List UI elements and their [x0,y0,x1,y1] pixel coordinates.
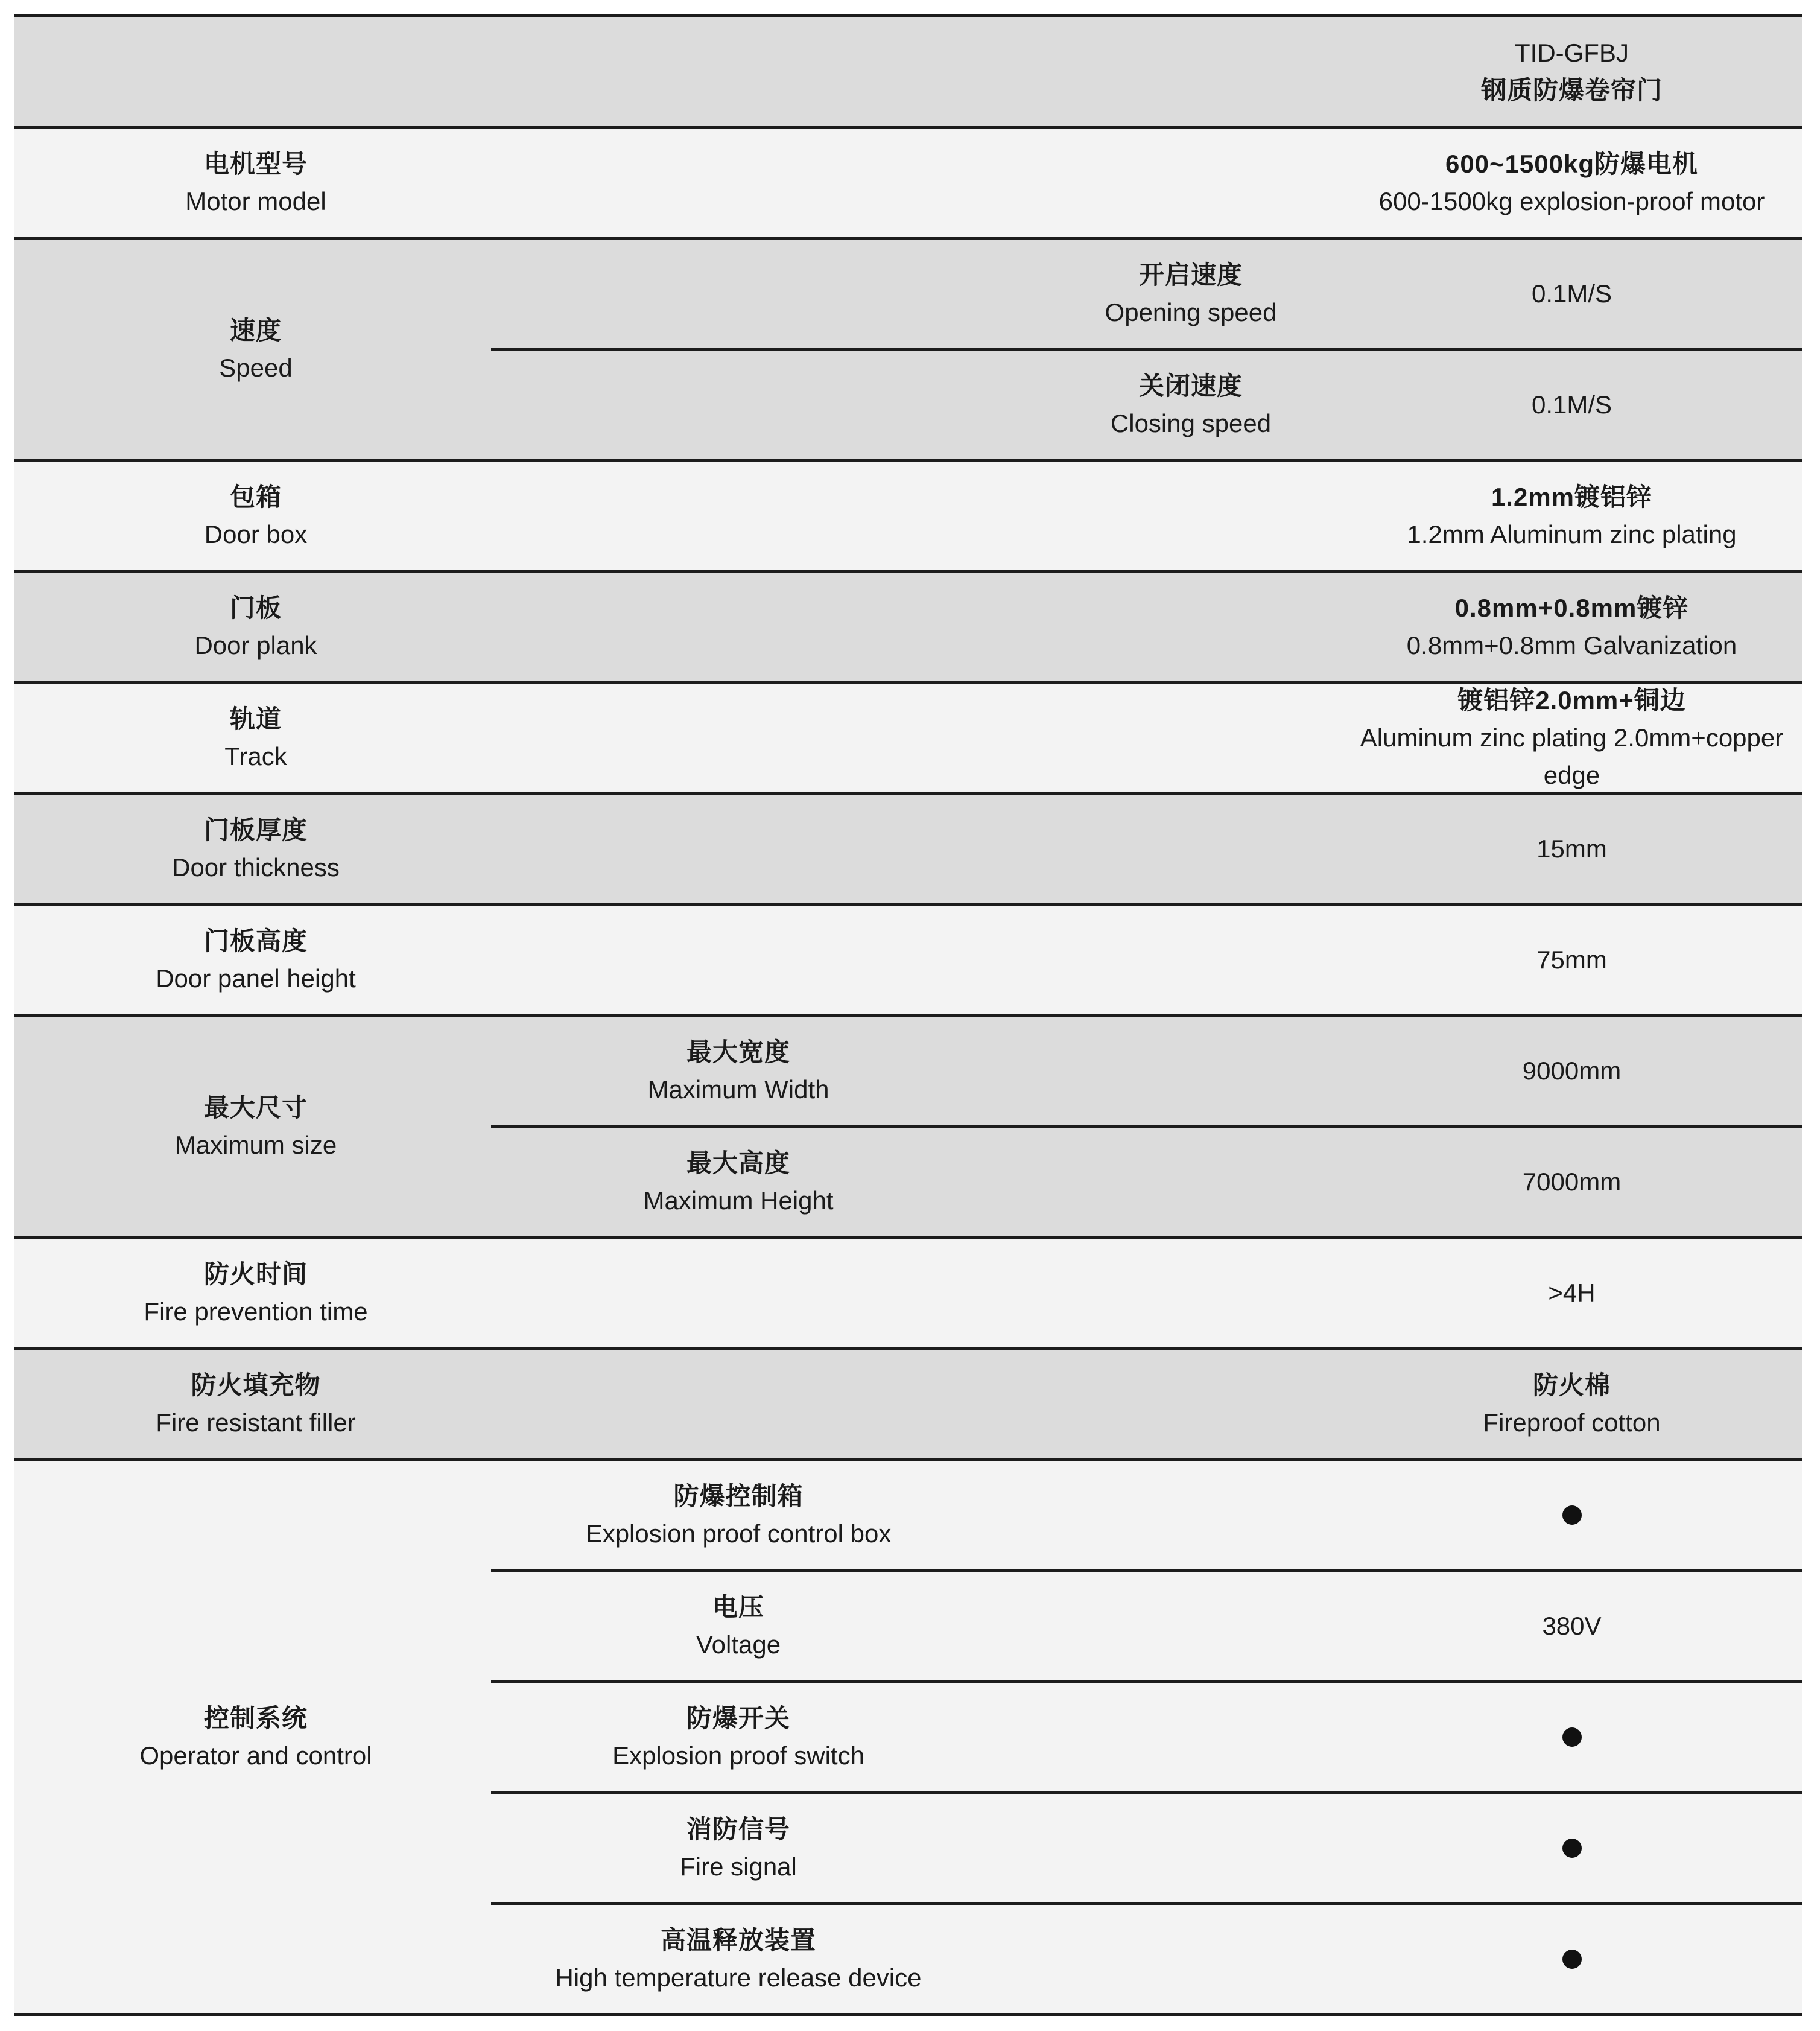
label-en: Fire signal [680,1852,797,1881]
value-maximum-width [1342,1017,1802,1125]
value-en-line-1: Aluminum zinc plating 2.0mm+copper [1360,723,1784,752]
label-en: Door thickness [172,853,340,882]
filled-circle-icon [1562,1839,1582,1858]
value-opening-speed [1342,240,1802,348]
value-text: >4H [1548,1278,1596,1307]
row-label [14,1239,497,1347]
row-value [1342,129,1802,237]
table-row-track [14,681,1802,792]
sub-label-maximum-width [557,1017,919,1125]
label-cn: 高温释放装置 [660,1925,816,1954]
label-en: Motor model [185,186,326,215]
value-cn: 0.8mm+0.8mm镀锌 [1454,593,1689,622]
value-fire-signal [1342,1794,1802,1902]
row-label [14,573,497,681]
value-explosion-proof-control-box [1342,1461,1802,1569]
sub-label-explosion-proof-switch [527,1683,950,1791]
table-row-door-plank [14,570,1802,681]
value-high-temperature-release-device [1342,1905,1802,2013]
label-cn: 控制系统 [203,1703,308,1732]
table-row-door-panel-height [14,903,1802,1014]
label-cn: 最大宽度 [686,1037,790,1066]
value-explosion-proof-switch [1342,1683,1802,1791]
label-en: Closing speed [1110,408,1272,437]
row-label [14,795,497,903]
label-cn: 轨道 [229,704,282,733]
sub-label-voltage [527,1572,950,1680]
label-cn: 电机型号 [203,149,308,178]
label-en: Fire resistant filler [156,1408,356,1437]
table-header-row [14,14,1802,126]
table-row-maximum-size [14,1014,1802,1236]
table-row-motor-model [14,126,1802,237]
row-label [14,1350,497,1458]
row-label [14,906,497,1014]
sub-label-opening-speed [1040,240,1342,348]
value-en: 0.8mm+0.8mm Galvanization [1406,631,1737,660]
label-cn: 开启速度 [1138,260,1243,289]
value-text: 7000mm [1522,1167,1622,1196]
filled-circle-icon [1562,1505,1582,1525]
value-cn: 镀铝锌2.0mm+铜边 [1457,685,1686,714]
spec-table [14,14,1802,2020]
filled-circle-icon [1562,1950,1582,1969]
model-code: TID-GFBJ [1515,38,1629,67]
row-value [1342,573,1802,681]
label-cn: 防爆开关 [686,1703,790,1732]
row-value [1342,1350,1802,1458]
filled-circle-icon [1562,1727,1582,1747]
value-cn: 防火棉 [1532,1370,1611,1399]
table-row-fire-prevention-time [14,1236,1802,1347]
label-en: Maximum size [174,1130,337,1159]
row-label [14,684,497,792]
sub-label-maximum-height [557,1128,919,1236]
value-en: 1.2mm Aluminum zinc plating [1407,520,1737,548]
label-cn: 关闭速度 [1138,371,1243,400]
table-row-speed [14,237,1802,459]
value-voltage [1342,1572,1802,1680]
label-en: Explosion proof switch [612,1741,864,1770]
label-cn: 门板 [229,593,282,622]
value-text: 0.1M/S [1531,279,1612,308]
row-label [14,1461,497,2013]
label-cn: 消防信号 [686,1814,790,1843]
value-text: 380V [1542,1611,1602,1640]
label-cn: 防爆控制箱 [673,1481,804,1510]
label-en: Door panel height [156,964,356,993]
value-text: 15mm [1536,834,1607,863]
label-en: Speed [219,353,293,382]
label-en: Door plank [194,631,317,660]
label-en: Maximum Width [647,1075,829,1104]
table-row-fire-resistant-filler [14,1347,1802,1458]
label-en: Track [224,742,287,771]
value-text: 9000mm [1522,1056,1622,1085]
label-cn: 最大高度 [686,1148,790,1177]
row-value [1342,1239,1802,1347]
table-row-door-thickness [14,792,1802,903]
row-label [14,129,497,237]
label-cn: 最大尺寸 [203,1093,308,1122]
row-label [14,240,497,459]
label-cn: 防火时间 [203,1259,308,1288]
row-label [14,462,497,570]
label-en: Explosion proof control box [585,1519,892,1548]
label-cn: 防火填充物 [191,1370,321,1399]
row-value [1342,906,1802,1014]
value-maximum-height [1342,1128,1802,1236]
value-en: 600-1500kg explosion-proof motor [1378,186,1765,215]
value-text: 0.1M/S [1531,390,1612,419]
model-name: 钢质防爆卷帘门 [1480,75,1663,104]
header-model-cell [1342,17,1802,126]
value-en-line-2: edge [1543,760,1600,789]
label-cn: 电压 [712,1592,764,1621]
label-en: Door box [204,520,308,548]
value-text: 75mm [1536,945,1607,974]
label-en: Fire prevention time [144,1297,368,1326]
label-en: Operator and control [139,1741,372,1770]
value-en: Fireproof cotton [1483,1408,1661,1437]
table-row-door-box [14,459,1802,570]
label-cn: 门板高度 [203,926,308,955]
label-en: Maximum Height [643,1186,834,1215]
sub-label-closing-speed [1040,351,1342,459]
table-row-operator-and-control [14,1458,1802,2016]
row-label [14,1017,497,1236]
label-cn: 门板厚度 [203,815,308,844]
row-value [1342,462,1802,570]
label-cn: 速度 [229,316,282,345]
sub-label-explosion-proof-control-box [527,1461,950,1569]
value-cn: 1.2mm镀铝锌 [1491,482,1653,511]
row-value [1342,795,1802,903]
label-en: Opening speed [1105,297,1277,326]
row-value [1342,684,1802,792]
label-cn: 包箱 [229,482,282,511]
sub-label-high-temperature-release-device [527,1905,950,2013]
value-cn: 600~1500kg防爆电机 [1445,149,1699,178]
label-en: Voltage [696,1630,781,1659]
value-closing-speed [1342,351,1802,459]
label-en: High temperature release device [555,1963,922,1992]
sub-label-fire-signal [527,1794,950,1902]
